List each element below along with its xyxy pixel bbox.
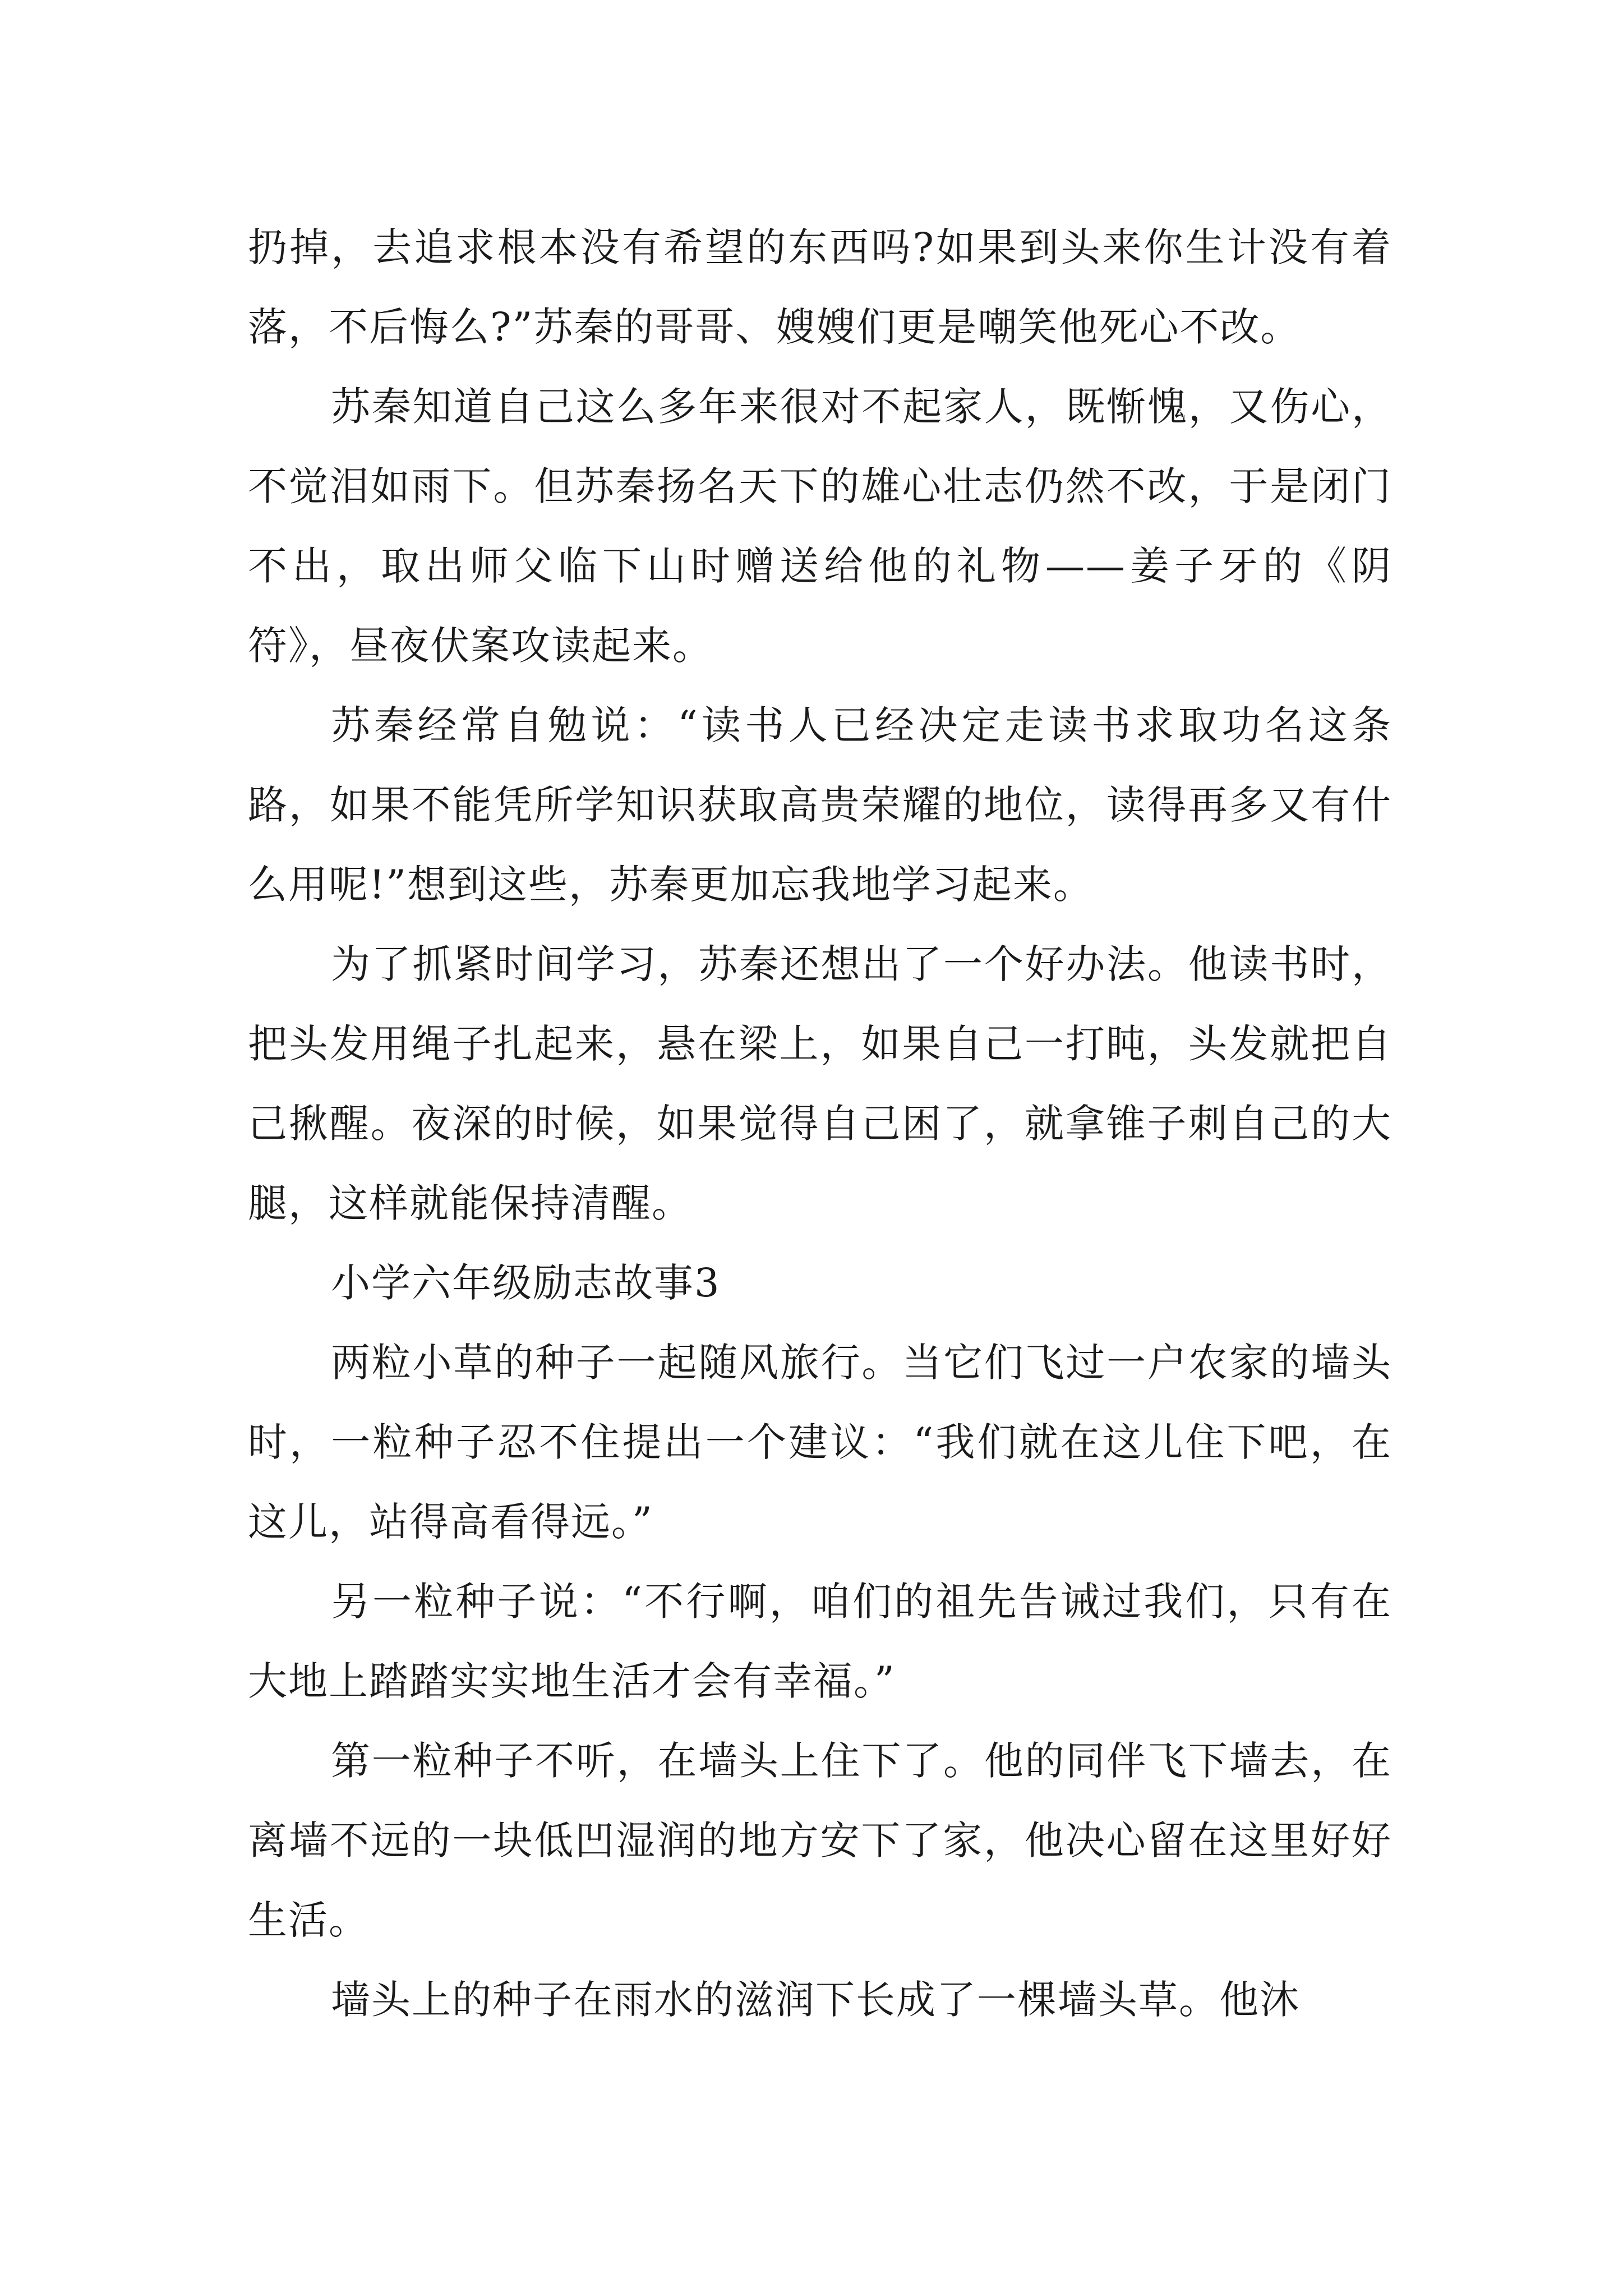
paragraph-7: 第一粒种子不听，在墙头上住下了。他的同伴飞下墙去，在离墙不远的一块低凹湿润的地方安下了家，他决心留在这里好好生活。 [248,1738,1392,1943]
paragraph-4: 为了抓紧时间学习，苏秦还想出了一个好办法。他读书时，把头发用绳子扎起来，悬在梁上，如果自己一打盹，头发就把自己揪醒。夜深的时候，如果觉得自己困了，就拿锥子刺自己的大腿，这样就能保持清醒。 [248,941,1392,1226]
document-body [248,208,1392,2040]
paragraph-8: 墙头上的种子在雨水的滋润下长成了一棵墙头草。他沐 [331,1977,1300,2023]
paragraph-5: 两粒小草的种子一起随风旅行。当它们飞过一户农家的墙头时，一粒种子忍不住提出一个建议：“我们就在这儿住下吧，在这儿，站得高看得远。” [248,1340,1392,1545]
section-heading: 小学六年级励志故事3 [331,1260,721,1306]
paragraph-1: 扔掉，去追求根本没有希望的东西吗?如果到头来你生计没有着落，不后悔么?”苏秦的哥哥、嫂嫂们更是嘲笑他死心不改。 [248,224,1392,350]
paragraph-2: 苏秦知道自己这么多年来很对不起家人，既惭愧，又伤心，不觉泪如雨下。但苏秦扬名天下的雄心壮志仍然不改，于是闭门不出，取出师父临下山时赠送给他的礼物——姜子牙的《阴符》，昼夜伏案攻读起来。 [248,384,1392,669]
paragraph-3: 苏秦经常自勉说：“读书人已经决定走读书求取功名这条路，如果不能凭所学知识获取高贵荣耀的地位，读得再多又有什么用呢!”想到这些，苏秦更加忘我地学习起来。 [248,702,1392,908]
paragraph-6: 另一粒种子说：“不行啊，咱们的祖先告诫过我们，只有在大地上踏踏实实地生活才会有幸福。” [248,1579,1392,1704]
